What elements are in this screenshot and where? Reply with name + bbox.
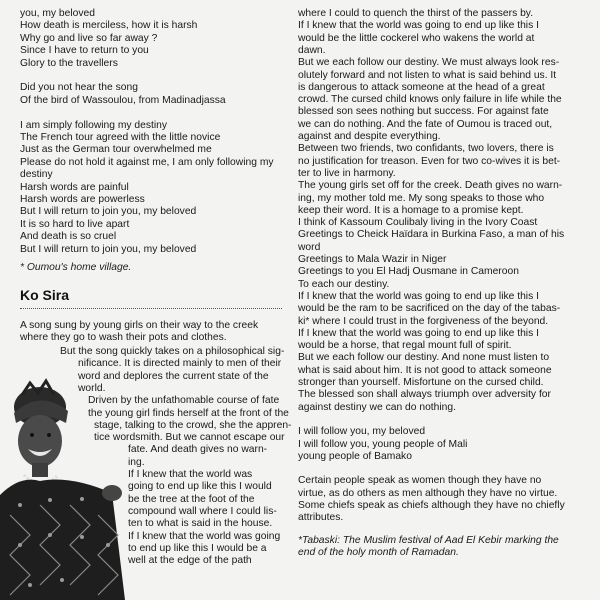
- poem-line: It is so hard to live apart: [20, 218, 130, 230]
- poem-line: you, my beloved: [20, 8, 95, 19]
- body-line: If I knew that the world was going to end up like this I: [298, 290, 539, 302]
- poem-line: Why go and live so far away ?: [20, 32, 158, 44]
- body-line: Greetings to Mala Wazir in Niger: [298, 254, 447, 265]
- body-line: no justification for treason. Even for two co-wives it is bet-: [298, 155, 561, 167]
- body-line: If I knew that the world was going to end up like this I: [298, 327, 539, 339]
- intro-line: where they go to wash their pots and clothes.: [20, 332, 227, 344]
- poem-line: I am simply following my destiny: [20, 119, 168, 131]
- body-line: where I could to quench the thirst of the passers by.: [298, 8, 534, 19]
- body-line: would be the ram to be sacrificed on the day of the tabas-: [298, 303, 561, 315]
- poem-line: Did you not hear the song: [20, 82, 138, 94]
- poem-line: The French tour agreed with the little novice: [20, 132, 221, 143]
- body-line: ing.: [128, 456, 145, 468]
- body-line: If I knew that the world was: [128, 469, 253, 480]
- body-line: Greetings to you El Hadj Ousmane in Cameroon: [298, 266, 519, 278]
- body-line: word: [298, 241, 321, 253]
- body-line: the young girl finds herself at the front of the: [88, 407, 289, 419]
- body-line: But we each follow our destiny. And none must listen to: [298, 352, 550, 364]
- singer-photo: [0, 375, 125, 600]
- poem-line: destiny: [20, 169, 53, 181]
- body-line: Greetings to Cheick Haïdara in Burkina Faso, a man of his: [298, 229, 565, 241]
- body-line: compound wall where I could lis-: [128, 505, 277, 517]
- body-line: But we each follow our destiny. We must always look res-: [298, 57, 560, 69]
- footnote-line: end of the holy month of Ramadan.: [298, 547, 459, 559]
- poem-line: Just as the German tour overwhelmed me: [20, 144, 212, 156]
- body-line: attributes.: [298, 512, 344, 524]
- footnote-line: *Tabaski: The Muslim festival of Aad El Kebir marking the: [298, 535, 559, 546]
- body-line: world.: [78, 382, 106, 394]
- body-line: tice wordsmith. But we cannot escape our: [94, 432, 285, 444]
- body-line: I think of Kassoum Coulibaly living in the Ivory Coast: [298, 217, 538, 229]
- body-line: virtue, as do others as men although they have no virtue.: [298, 487, 558, 499]
- intro-line: A song sung by young girls on their way to the creek: [20, 320, 259, 331]
- body-line: is dangerous to attack someone at the head of a great: [298, 81, 545, 93]
- poem-line: Since I have to return to you: [20, 45, 149, 57]
- body-line: would be a horse, that regal mount full of spirit.: [298, 340, 512, 352]
- body-line: Driven by the unfathomable course of fate: [88, 395, 280, 407]
- body-line: ter to live in harmony.: [298, 167, 396, 179]
- body-line: If I knew that the world was going: [128, 530, 281, 542]
- body-line: we can do nothing. And the fate of Oumou is traced out,: [298, 118, 553, 130]
- footnote: * Oumou's home village.: [20, 262, 132, 273]
- body-line: against destiny we can do nothing.: [298, 401, 456, 413]
- body-line: But the song quickly takes on a philosophical sig-: [60, 346, 285, 357]
- poem-line: But I will return to join you, my beloved: [20, 206, 197, 218]
- body-line: I will follow you, young people of Mali: [298, 438, 468, 450]
- body-line: stage, talking to the crowd, she the appren-: [94, 419, 292, 431]
- body-line: would be the little cockerel who wakens the world at: [298, 32, 535, 44]
- body-line: be the tree at the foot of the: [128, 493, 255, 505]
- body-line: The young girls set off for the creek. Death gives no warn-: [298, 180, 563, 192]
- poem-line: Harsh words are powerless: [20, 194, 145, 205]
- body-line: If I knew that the world was going to end up like this I: [298, 20, 539, 32]
- body-line: olutely forward and not listen to what is said behind us. It: [298, 69, 557, 81]
- body-line: going to end up like this I would: [128, 481, 272, 493]
- poem-line: Please do not hold it against me, I am only following my: [20, 156, 274, 168]
- body-line: dawn.: [298, 44, 326, 56]
- body-line: young people of Bamako: [298, 450, 412, 462]
- body-line: what is said about him. It is not good to attack someone: [298, 364, 552, 376]
- body-line: blessed son sees nothing but success. For against fate: [298, 106, 549, 118]
- body-line: crowd. The cursed child knows only failure in life while the: [298, 94, 562, 106]
- body-line: ki* where I could trust in the forgiveness of the beyond.: [298, 315, 549, 327]
- dotted-divider: [20, 308, 282, 309]
- body-line: fate. And death gives no warn-: [128, 444, 268, 456]
- body-line: Between two friends, two confidants, two lovers, there is: [298, 143, 554, 155]
- poem-line: How death is merciless, how it is harsh: [20, 20, 198, 32]
- body-line: Some chiefs speak as chiefs although they have no chiefly: [298, 500, 565, 511]
- body-line: ten to what is said in the house.: [128, 518, 273, 530]
- body-line: keep their word. It is a homage to a promise kept.: [298, 204, 524, 216]
- poem-line: And death is so cruel: [20, 231, 117, 243]
- body-line: against and despite everything.: [298, 131, 441, 142]
- body-line: Certain people speak as women though they have no: [298, 475, 542, 487]
- body-line: I will follow you, my beloved: [298, 426, 426, 438]
- body-line: To each our destiny.: [298, 278, 390, 290]
- body-line: nificance. It is directed mainly to men of their: [78, 358, 282, 370]
- body-line: stronger than yourself. Misfortune on the cursed child.: [298, 377, 544, 388]
- body-line: to end up like this I would be a: [128, 542, 267, 554]
- poem-line: Of the bird of Wassoulou, from Madinadjassa: [20, 94, 226, 106]
- body-line: The blessed son shall always triumph over adversity for: [298, 389, 551, 401]
- poem-line: Glory to the travellers: [20, 57, 118, 69]
- poem-line: But I will return to join you, my beloved: [20, 243, 197, 255]
- body-line: ing, my mother told me. My song speaks to those who: [298, 192, 545, 204]
- body-line: well at the edge of the path: [128, 555, 252, 567]
- body-line: word and deplores the current state of the: [78, 370, 269, 382]
- poem-line: Harsh words are painful: [20, 181, 129, 193]
- section-title: Ko Sira: [20, 287, 70, 303]
